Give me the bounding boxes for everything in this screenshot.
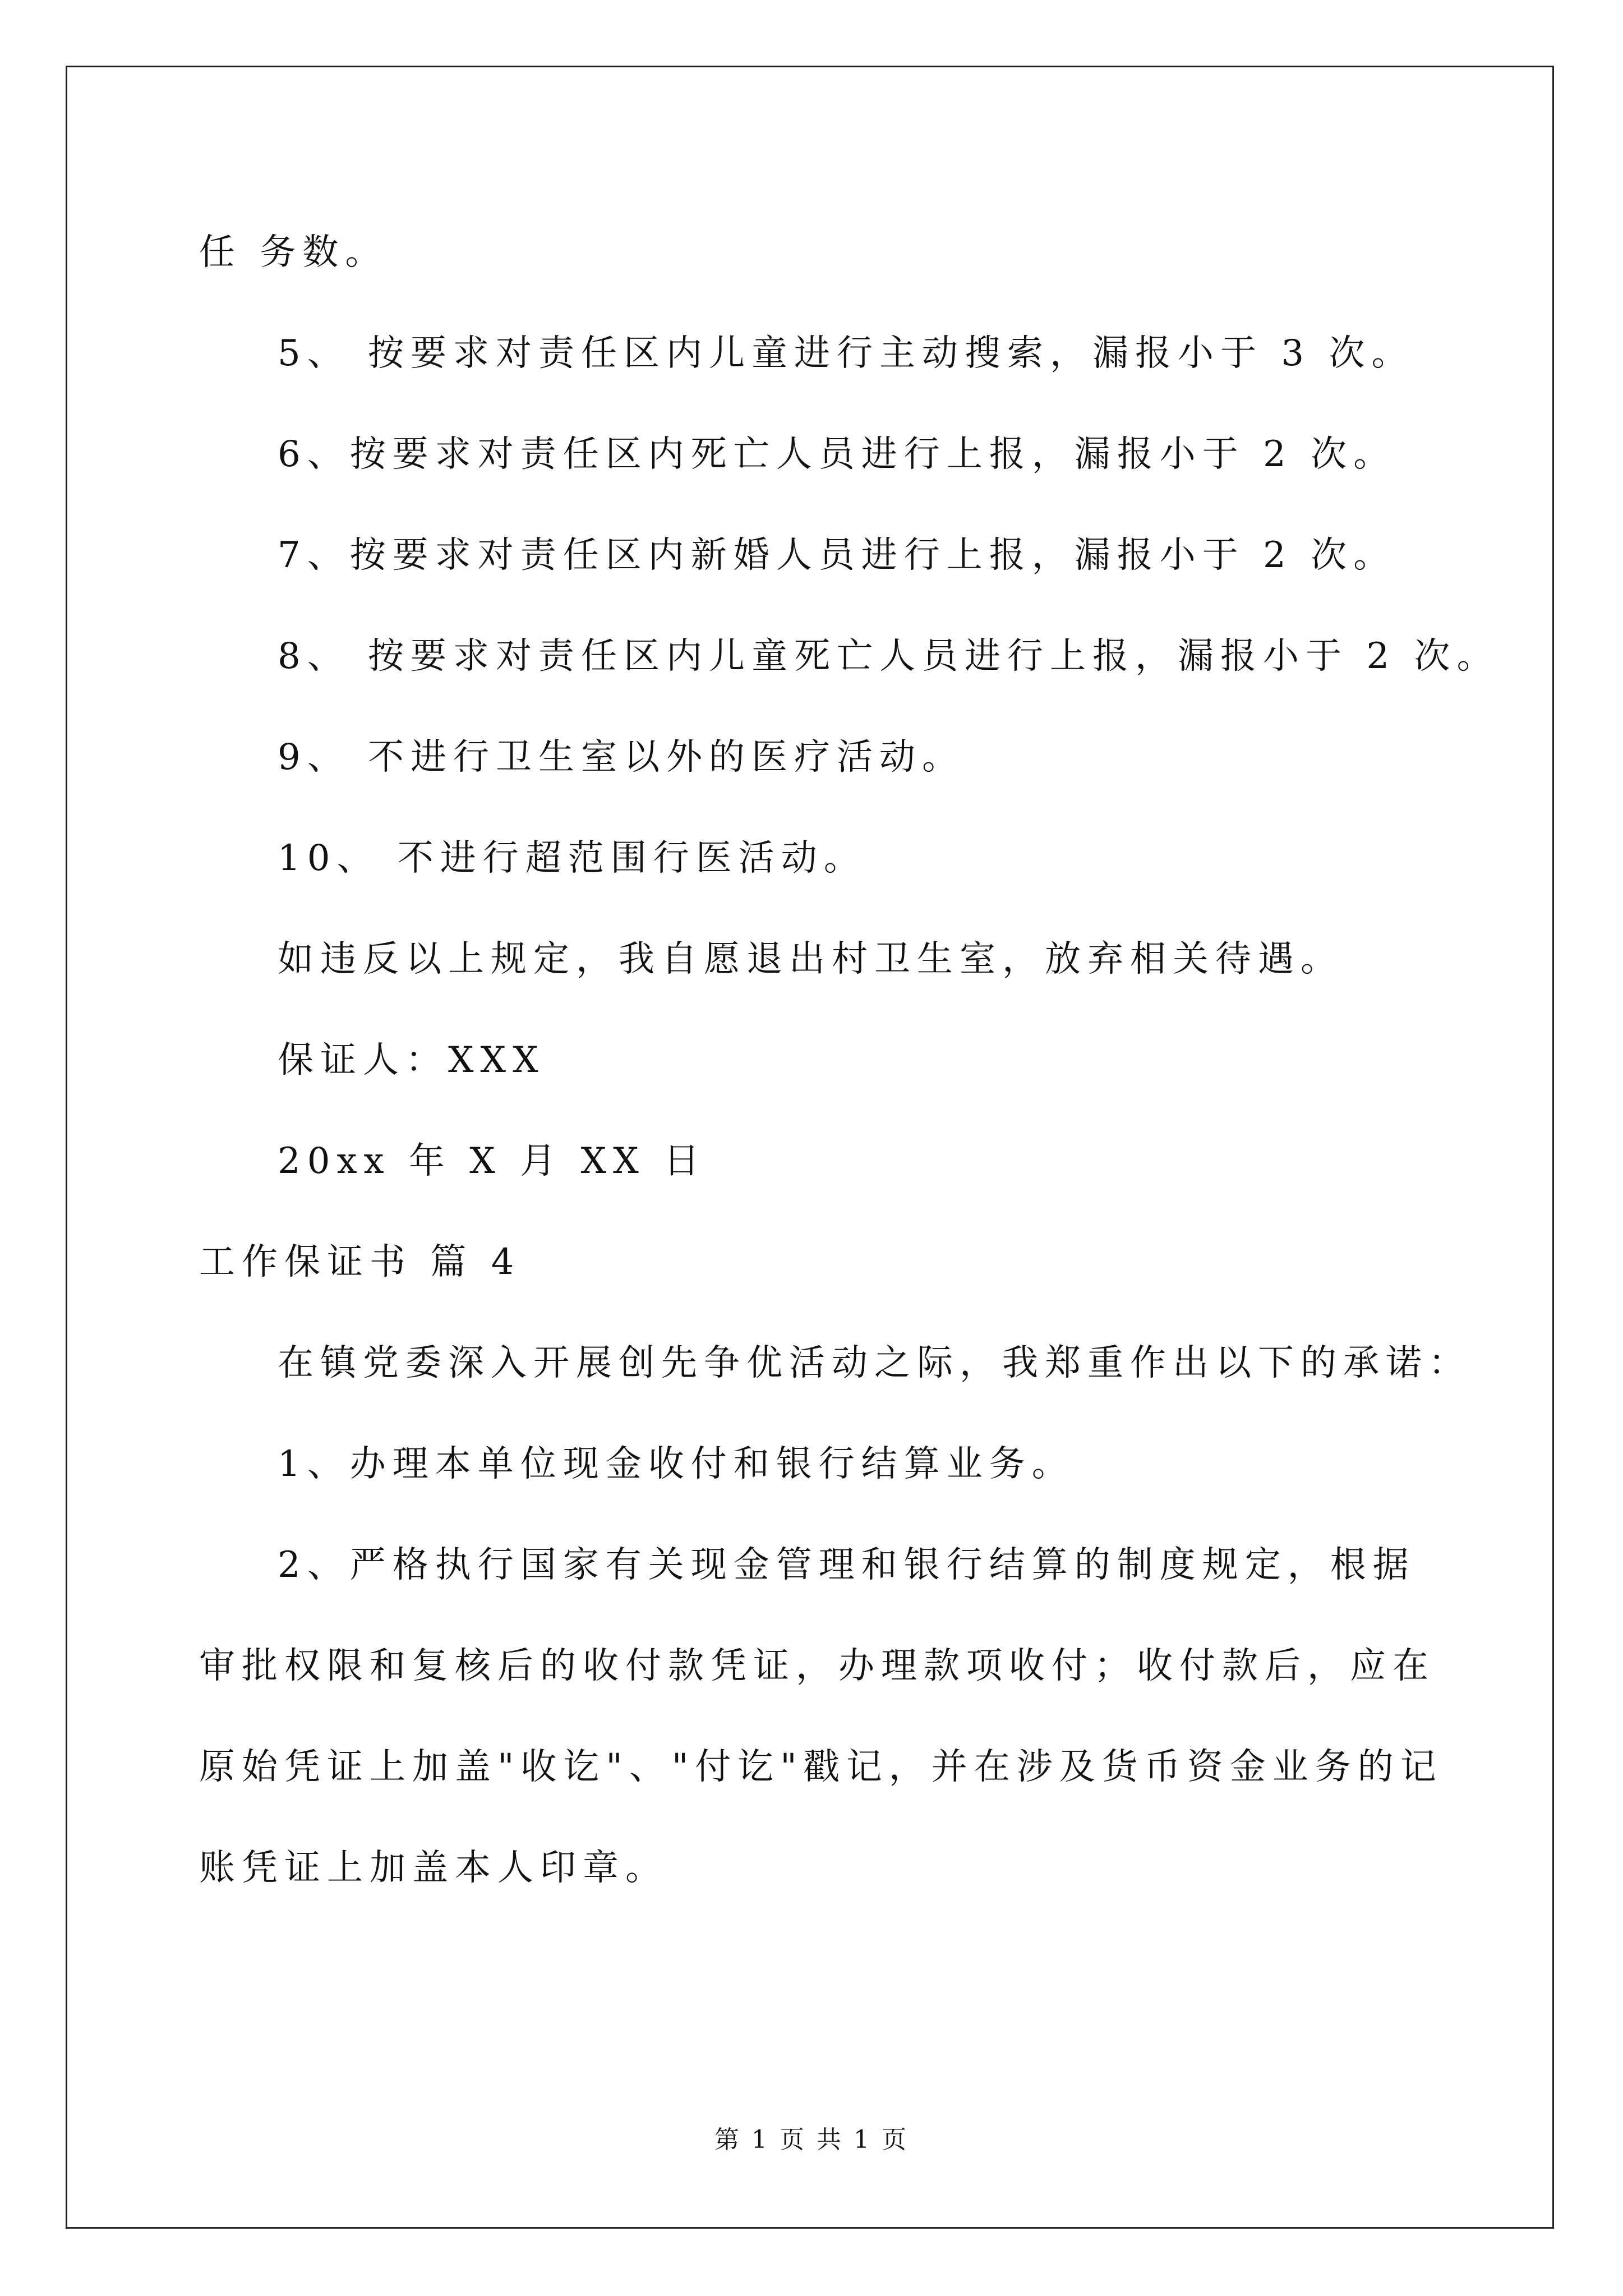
item-8: 8、 按要求对责任区内儿童死亡人员进行上报，漏报小于 2 次。 bbox=[278, 636, 1500, 677]
item-10: 10、 不进行超范围行医活动。 bbox=[278, 838, 866, 879]
item-6: 6、按要求对责任区内死亡人员进行上报，漏报小于 2 次。 bbox=[278, 434, 1396, 475]
item-2-paragraph: 2、严格执行国家有关现金管理和银行结算的制度规定，根据审批权限和复核后的收付款凭证，办理款项收付；收付款后，应在原始凭证上加盖"收讫"、"付讫"戳记，并在涉及货币资金业务的记账凭证上加盖本人印章。 bbox=[199, 1544, 1443, 1889]
text-line: 任 务数。 bbox=[199, 232, 388, 273]
date-line: 20xx 年 X 月 XX 日 bbox=[278, 1140, 707, 1182]
intro-paragraph: 在镇党委深入开展创先争优活动之际，我郑重作出以下的承诺： bbox=[278, 1342, 1471, 1384]
page-footer: 第 1 页 共 1 页 bbox=[714, 2125, 909, 2154]
item-7: 7、按要求对责任区内新婚人员进行上报，漏报小于 2 次。 bbox=[278, 535, 1396, 576]
section-heading: 工作保证书 篇 4 bbox=[199, 1241, 521, 1283]
item-1: 1、办理本单位现金收付和银行结算业务。 bbox=[278, 1443, 1075, 1485]
item-5: 5、 按要求对责任区内儿童进行主动搜索，漏报小于 3 次。 bbox=[278, 333, 1414, 374]
item-9: 9、 不进行卫生室以外的医疗活动。 bbox=[278, 737, 965, 778]
violation-statement: 如违反以上规定，我自愿退出村卫生室，放弃相关待遇。 bbox=[278, 938, 1343, 980]
guarantor: 保证人：XXX bbox=[278, 1039, 545, 1081]
document-body bbox=[199, 202, 1500, 1918]
